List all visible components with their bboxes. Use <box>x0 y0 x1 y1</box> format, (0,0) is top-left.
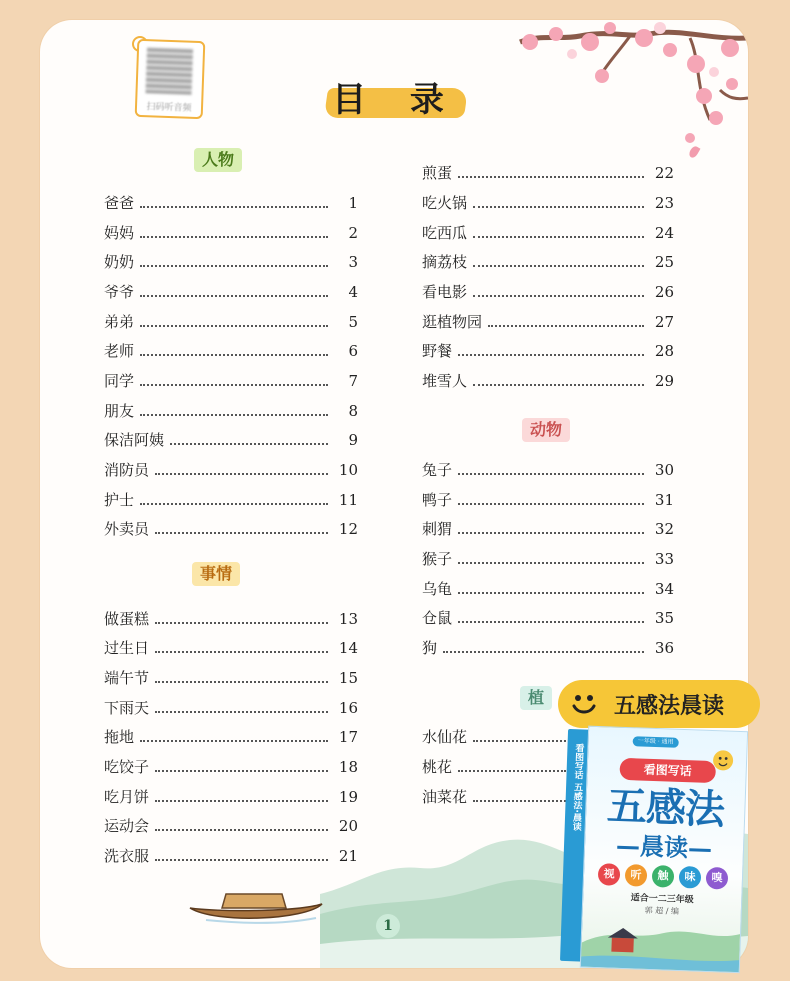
section-tag-plants: 植 <box>520 686 552 710</box>
entry-page: 34 <box>654 580 674 598</box>
entry-page: 13 <box>338 610 358 628</box>
smiley-icon <box>566 686 602 722</box>
book-title-secondary: —晨读— <box>615 831 713 864</box>
entry-title: 妈妈 <box>104 224 135 242</box>
leader-dots <box>155 473 328 475</box>
toc-entry[interactable] <box>104 518 358 540</box>
sense-tag: 触 <box>652 865 675 888</box>
sense-tag: 嗅 <box>706 867 729 890</box>
leader-dots <box>140 265 328 267</box>
promo-badge[interactable] <box>558 680 760 728</box>
leader-dots <box>140 414 328 416</box>
entry-page: 14 <box>338 639 358 657</box>
entry-title: 刺猬 <box>422 520 453 538</box>
book-senses <box>598 863 729 890</box>
toc-entry[interactable] <box>104 370 358 392</box>
sense-tag: 视 <box>598 863 621 886</box>
leader-dots <box>155 651 328 653</box>
leader-dots <box>458 176 644 178</box>
entry-title: 老师 <box>104 342 135 360</box>
toc-entry[interactable] <box>104 667 358 689</box>
entry-page: 5 <box>348 313 358 331</box>
leader-dots <box>473 236 644 238</box>
toc-entry[interactable] <box>104 429 358 451</box>
entry-page: 35 <box>654 609 674 627</box>
entry-title: 乌龟 <box>422 580 453 598</box>
entry-title: 野餐 <box>422 342 453 360</box>
entry-page: 24 <box>654 224 674 242</box>
leader-dots <box>473 206 644 208</box>
entry-title: 爸爸 <box>104 194 135 212</box>
entry-page: 23 <box>654 194 674 212</box>
toc-entry[interactable] <box>422 162 674 184</box>
leader-dots <box>155 681 328 683</box>
blossom-branch-illustration <box>460 20 748 160</box>
toc-entry[interactable] <box>422 756 572 778</box>
entry-title: 堆雪人 <box>422 372 468 390</box>
entry-title: 朋友 <box>104 402 135 420</box>
leader-dots <box>140 503 328 505</box>
entry-title: 端午节 <box>104 669 150 687</box>
leader-dots <box>170 443 328 445</box>
toc-entry[interactable] <box>104 608 358 630</box>
toc-entry[interactable] <box>422 578 674 600</box>
leader-dots <box>140 384 328 386</box>
toc-entry[interactable] <box>104 489 358 511</box>
leader-dots <box>473 295 644 297</box>
entry-title: 吃饺子 <box>104 758 150 776</box>
entry-title: 煎蛋 <box>422 164 453 182</box>
leader-dots <box>140 295 328 297</box>
leader-dots <box>140 325 328 327</box>
entry-page: 15 <box>338 669 358 687</box>
section-tag-people: 人物 <box>194 148 242 172</box>
entry-title: 水仙花 <box>422 728 468 746</box>
leader-dots <box>488 325 644 327</box>
book-pill: 一年级 · 通用 <box>633 736 679 748</box>
entry-page: 1 <box>348 194 358 212</box>
entry-page: 36 <box>654 639 674 657</box>
sense-tag: 味 <box>679 866 702 889</box>
entry-page: 22 <box>654 164 674 182</box>
toc-entry[interactable] <box>422 192 674 214</box>
leader-dots <box>473 740 566 742</box>
entry-title: 拖地 <box>104 728 135 746</box>
toc-entry[interactable] <box>422 340 674 362</box>
entry-page: 28 <box>654 342 674 360</box>
entry-page: 21 <box>338 847 358 865</box>
entry-page: 31 <box>654 491 674 509</box>
entry-page: 26 <box>654 283 674 301</box>
book-grade: 适合一二三年级 <box>630 893 694 906</box>
book-scenery-illustration <box>581 917 741 972</box>
entry-page: 2 <box>348 224 358 242</box>
toc-entry[interactable] <box>104 311 358 333</box>
toc-entry[interactable] <box>104 251 358 273</box>
toc-entry[interactable] <box>104 637 358 659</box>
entry-title: 看电影 <box>422 283 468 301</box>
entry-page: 32 <box>654 520 674 538</box>
toc-entry[interactable] <box>422 311 674 333</box>
toc-entry[interactable] <box>422 370 674 392</box>
entry-title: 奶奶 <box>104 253 135 271</box>
leader-dots <box>140 740 328 742</box>
page-number: 1 <box>376 914 400 938</box>
toc-title-area <box>326 78 466 122</box>
leader-dots <box>458 770 566 772</box>
entry-page: 25 <box>654 253 674 271</box>
leader-dots <box>458 621 644 623</box>
leader-dots <box>473 800 566 802</box>
toc-entry[interactable] <box>422 607 674 629</box>
entry-title: 油菜花 <box>422 788 468 806</box>
entry-page: 10 <box>338 461 358 479</box>
promo-badge-label: 五感法晨读 <box>614 693 725 719</box>
entry-page: 8 <box>348 402 358 420</box>
entry-title: 吃月饼 <box>104 788 150 806</box>
toc-entry[interactable] <box>422 251 674 273</box>
entry-title: 弟弟 <box>104 313 135 331</box>
toc-entry[interactable] <box>422 518 674 540</box>
leader-dots <box>155 711 328 713</box>
entry-title: 吃西瓜 <box>422 224 468 242</box>
entry-title: 爷爷 <box>104 283 135 301</box>
page-title: 目 录 <box>332 80 460 120</box>
book-subtitle: 看图写话 <box>619 758 716 783</box>
toc-entry[interactable] <box>422 489 674 511</box>
entry-page: 11 <box>338 491 358 509</box>
toc-entry[interactable] <box>422 459 674 481</box>
leader-dots <box>458 532 644 534</box>
book-cover-image <box>560 725 746 971</box>
entry-page: 6 <box>348 342 358 360</box>
entry-page: 19 <box>338 788 358 806</box>
section-tag-events: 事情 <box>192 562 240 586</box>
entry-title: 做蛋糕 <box>104 610 150 628</box>
toc-entry[interactable] <box>104 756 358 778</box>
entry-page: 12 <box>338 520 358 538</box>
leader-dots <box>458 473 644 475</box>
entry-title: 吃火锅 <box>422 194 468 212</box>
section-tag-animals: 动物 <box>522 418 570 442</box>
toc-entry[interactable] <box>104 192 358 214</box>
book-author: 郭 超 / 编 <box>644 905 680 916</box>
entry-title: 兔子 <box>422 461 453 479</box>
entry-title: 同学 <box>104 372 135 390</box>
entry-title: 消防员 <box>104 461 150 479</box>
entry-title: 逛植物园 <box>422 313 483 331</box>
entry-page: 18 <box>338 758 358 776</box>
entry-title: 过生日 <box>104 639 150 657</box>
entry-title: 摘荔枝 <box>422 253 468 271</box>
sense-tag: 听 <box>625 864 648 887</box>
book-spine-text: 看图写话 五感法·晨读 <box>570 743 584 832</box>
toc-entry[interactable] <box>422 222 674 244</box>
toc-entry[interactable] <box>104 459 358 481</box>
toc-entry[interactable] <box>104 726 358 748</box>
toc-entry[interactable] <box>422 281 674 303</box>
toc-entry[interactable] <box>104 281 358 303</box>
toc-entry[interactable] <box>422 637 674 659</box>
entry-title: 猴子 <box>422 550 453 568</box>
leader-dots <box>458 562 644 564</box>
entry-title: 桃花 <box>422 758 453 776</box>
qr-code-icon <box>145 47 193 95</box>
toc-entry[interactable] <box>104 340 358 362</box>
entry-page: 30 <box>654 461 674 479</box>
book-title: 五感法 <box>606 783 725 834</box>
entry-page: 4 <box>348 283 358 301</box>
entry-page: 29 <box>654 372 674 390</box>
entry-page: 9 <box>348 431 358 449</box>
leader-dots <box>155 622 328 624</box>
entry-title: 保洁阿姨 <box>104 431 165 449</box>
toc-entry[interactable] <box>104 697 358 719</box>
leader-dots <box>140 236 328 238</box>
entry-title: 洗衣服 <box>104 847 150 865</box>
entry-page: 16 <box>338 699 358 717</box>
entry-title: 鸭子 <box>422 491 453 509</box>
toc-entry[interactable] <box>422 726 572 748</box>
qr-label: 扫码听音频 <box>146 102 192 114</box>
leader-dots <box>155 829 328 831</box>
toc-entry[interactable] <box>422 548 674 570</box>
book-front <box>580 726 748 973</box>
toc-entry[interactable] <box>104 222 358 244</box>
entry-page: 3 <box>348 253 358 271</box>
leader-dots <box>155 532 328 534</box>
entry-page: 7 <box>348 372 358 390</box>
leader-dots <box>155 770 328 772</box>
leader-dots <box>458 503 644 505</box>
entry-title: 狗 <box>422 639 438 657</box>
leader-dots <box>443 651 644 653</box>
boat-illustration <box>186 886 326 926</box>
leader-dots <box>458 592 644 594</box>
entry-title: 下雨天 <box>104 699 150 717</box>
leader-dots <box>155 859 328 861</box>
entry-page: 27 <box>654 313 674 331</box>
entry-page: 17 <box>338 728 358 746</box>
leader-dots <box>473 384 644 386</box>
leader-dots <box>155 800 328 802</box>
entry-title: 外卖员 <box>104 520 150 538</box>
qr-code[interactable] <box>135 39 206 119</box>
toc-entry[interactable] <box>104 400 358 422</box>
entry-title: 仓鼠 <box>422 609 453 627</box>
leader-dots <box>140 206 328 208</box>
entry-title: 护士 <box>104 491 135 509</box>
leader-dots <box>140 354 328 356</box>
entry-title: 运动会 <box>104 817 150 835</box>
entry-page: 20 <box>338 817 358 835</box>
leader-dots <box>458 354 644 356</box>
leader-dots <box>473 265 644 267</box>
entry-page: 33 <box>654 550 674 568</box>
